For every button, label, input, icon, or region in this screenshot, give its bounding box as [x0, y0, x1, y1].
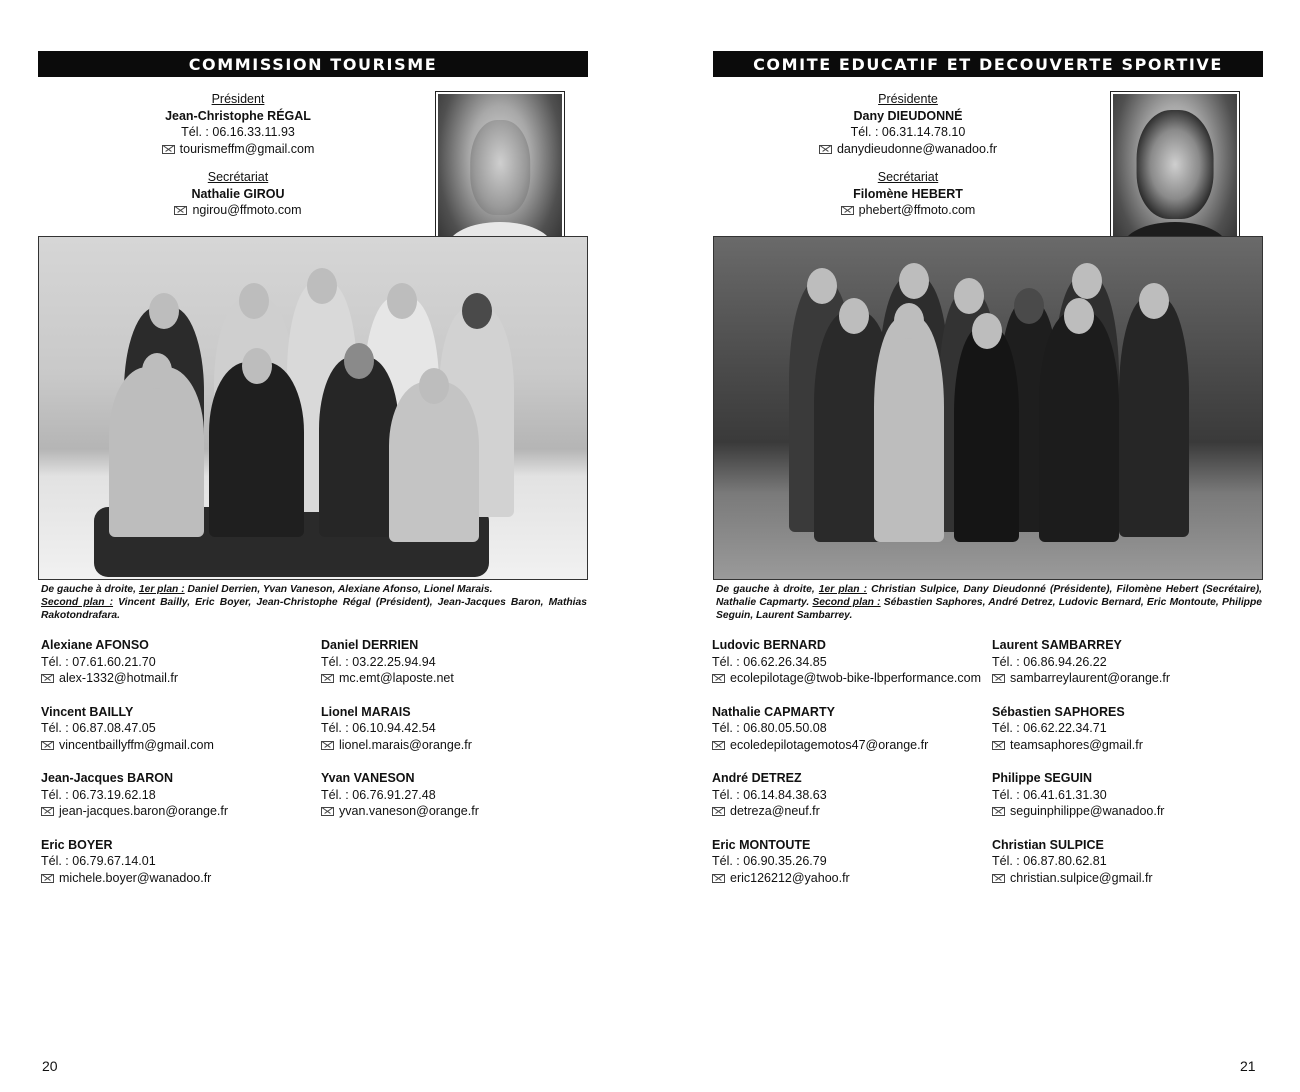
member-email[interactable]: michele.boyer@wanadoo.fr: [59, 870, 212, 885]
member-email[interactable]: ecoledepilotagemotos47@orange.fr: [730, 737, 929, 752]
member-email[interactable]: seguinphilippe@wanadoo.fr: [1010, 804, 1165, 818]
envelope-icon: [162, 145, 175, 154]
member-tel: Tél. : 06.90.35.26.79: [712, 854, 827, 868]
page-number: 21: [1240, 1058, 1256, 1074]
envelope-icon: [321, 741, 334, 750]
member-email[interactable]: alex-1332@hotmail.fr: [59, 671, 178, 685]
member-email[interactable]: eric126212@yahoo.fr: [730, 870, 850, 885]
member-tel: Tél. : 06.87.08.47.05: [41, 721, 156, 735]
member-entry: [712, 637, 992, 687]
president-email[interactable]: tourismeffm@gmail.com: [179, 141, 315, 156]
member-email[interactable]: yvan.vaneson@orange.fr: [339, 804, 479, 818]
envelope-icon: [41, 874, 54, 883]
member-entry: [41, 837, 321, 887]
member-name: Sébastien SAPHORES: [992, 704, 1125, 719]
president-name: Jean-Christophe RÉGAL: [165, 108, 311, 123]
member-tel: Tél. : 06.62.22.34.71: [992, 721, 1107, 735]
member-name: Eric BOYER: [41, 837, 113, 852]
member-name: Jean-Jacques BARON: [41, 771, 173, 785]
member-name: Daniel DERRIEN: [321, 638, 419, 652]
member-email[interactable]: vincentbaillyffm@gmail.com: [59, 737, 214, 752]
member-email[interactable]: mc.emt@laposte.net: [339, 671, 454, 685]
member-name: Alexiane AFONSO: [41, 638, 149, 652]
member-tel: Tél. : 06.86.94.26.22: [992, 654, 1107, 669]
members-list: [41, 637, 611, 886]
president-email-line: [38, 141, 438, 158]
member-tel: Tél. : 06.41.61.31.30: [992, 787, 1107, 802]
member-email[interactable]: jean-jacques.baron@orange.fr: [59, 804, 229, 818]
envelope-icon: [992, 674, 1005, 683]
president-email-line: [713, 141, 1103, 158]
member-entry: [41, 637, 321, 687]
member-tel: Tél. : 06.10.94.42.54: [321, 721, 436, 735]
photo-caption: De gauche à droite, 1er plan : Christian Sulpice, Dany Dieudonné (Présidente), Filomène Hebert (Secrétaire), Nathalie Capmarty. Second plan : Sébastien Saphores, André Detrez, Ludovic Bernard, Eric Montoute, Philippe Seguin, Laurent Sambarrey.: [716, 584, 1262, 621]
section-banner: COMITE EDUCATIF ET DECOUVERTE SPORTIVE: [713, 51, 1263, 77]
president-email[interactable]: danydieudonne@wanadoo.fr: [836, 141, 998, 156]
section-banner: COMMISSION TOURISME: [38, 51, 588, 77]
secretary-role: Secrétariat: [207, 170, 269, 184]
member-entry: [992, 837, 1282, 887]
secretary-email-line: [713, 202, 1103, 219]
member-entry: [992, 637, 1282, 687]
member-tel: Tél. : 06.62.26.34.85: [712, 654, 827, 669]
envelope-icon: [712, 807, 725, 816]
group-photo: [38, 236, 588, 580]
envelope-icon: [992, 874, 1005, 883]
member-name: Philippe SEGUIN: [992, 771, 1093, 785]
secretary-email[interactable]: ngirou@ffmoto.com: [192, 203, 302, 217]
photo-caption: De gauche à droite, 1er plan : Daniel Derrien, Yvan Vaneson, Alexiane Afonso, Lionel Marais. Second plan : Vincent Bailly, Eric Boyer, Jean-Christophe Régal (Président), Jean-Jacques Baron, Mathias Rakotondrafara.: [41, 584, 587, 621]
member-name: Laurent SAMBARREY: [992, 638, 1122, 652]
member-entry: [321, 704, 611, 754]
member-name: Eric MONTOUTE: [712, 837, 811, 852]
member-name: Nathalie CAPMARTY: [712, 704, 835, 719]
president-portrait: [436, 92, 564, 260]
page-right: [650, 0, 1300, 1092]
officers-block: [38, 91, 438, 219]
member-tel: Tél. : 06.76.91.27.48: [321, 787, 436, 802]
member-entry: [321, 770, 611, 820]
member-tel: Tél. : 03.22.25.94.94: [321, 654, 436, 669]
member-entry: [712, 770, 992, 820]
member-tel: Tél. : 06.80.05.50.08: [712, 721, 827, 735]
member-email[interactable]: lionel.marais@orange.fr: [339, 737, 472, 752]
secretary-role: Secrétariat: [877, 170, 939, 184]
member-name: Yvan VANESON: [321, 771, 415, 785]
member-name: Christian SULPICE: [992, 837, 1104, 852]
page-number: 20: [42, 1058, 58, 1074]
member-entry: [712, 704, 992, 754]
envelope-icon: [321, 674, 334, 683]
member-tel: Tél. : 06.73.19.62.18: [41, 787, 156, 802]
envelope-icon: [41, 741, 54, 750]
member-name: André DETREZ: [712, 771, 802, 785]
president-tel: Tél. : 06.31.14.78.10: [850, 125, 966, 139]
envelope-icon: [174, 206, 187, 215]
member-tel: Tél. : 06.14.84.38.63: [712, 787, 827, 802]
member-name: Ludovic BERNARD: [712, 638, 826, 652]
secretary-name: Nathalie GIROU: [191, 186, 285, 201]
envelope-icon: [819, 145, 832, 154]
member-email[interactable]: sambarreylaurent@orange.fr: [1010, 671, 1170, 685]
members-list: [712, 637, 1282, 886]
president-role: Président: [211, 92, 265, 106]
secretary-name: Filomène HEBERT: [853, 186, 963, 201]
president-name: Dany DIEUDONNÉ: [853, 108, 963, 123]
member-email[interactable]: detreza@neuf.fr: [730, 804, 820, 818]
member-name: Lionel MARAIS: [321, 704, 411, 719]
member-entry: [992, 704, 1282, 754]
member-email[interactable]: christian.sulpice@gmail.fr: [1010, 870, 1153, 885]
secretary-email[interactable]: phebert@ffmoto.com: [858, 203, 976, 217]
member-tel: Tél. : 06.79.67.14.01: [41, 854, 156, 868]
envelope-icon: [841, 206, 854, 215]
envelope-icon: [712, 874, 725, 883]
envelope-icon: [712, 674, 725, 683]
president-role: Présidente: [878, 92, 938, 106]
member-email[interactable]: teamsaphores@gmail.fr: [1010, 737, 1143, 752]
member-entry: [41, 704, 321, 754]
envelope-icon: [712, 741, 725, 750]
member-email[interactable]: ecolepilotage@twob-bike-lbperformance.com: [730, 671, 982, 685]
envelope-icon: [321, 807, 334, 816]
member-entry: [321, 637, 611, 687]
secretary-email-line: [38, 202, 438, 219]
member-tel: Tél. : 06.87.80.62.81: [992, 854, 1107, 868]
officers-block: [713, 91, 1103, 219]
member-tel: Tél. : 07.61.60.21.70: [41, 654, 156, 669]
member-entry: [992, 770, 1282, 820]
envelope-icon: [41, 807, 54, 816]
member-entry: [712, 837, 992, 887]
member-entry: [41, 770, 321, 820]
envelope-icon: [992, 807, 1005, 816]
member-name: Vincent BAILLY: [41, 704, 134, 719]
president-portrait: [1111, 92, 1239, 260]
envelope-icon: [992, 741, 1005, 750]
group-photo: [713, 236, 1263, 580]
envelope-icon: [41, 674, 54, 683]
president-tel: Tél. : 06.16.33.11.93: [181, 125, 295, 139]
